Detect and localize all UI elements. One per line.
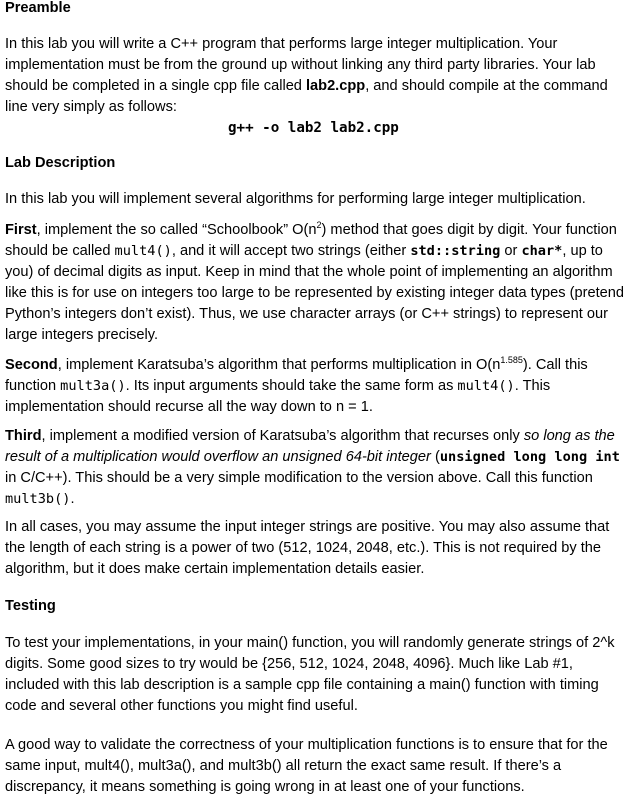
second-text-2: ). Call this function — [5, 357, 588, 394]
third-text-2: ( — [430, 449, 440, 465]
lab-description-intro: In this lab you will implement several algorithms for performing large integer multiplication. — [5, 191, 586, 207]
third-lead: Third — [5, 428, 42, 444]
second-text-4: . This implementation should recurse all the way down to n = 1. — [5, 378, 551, 415]
second-text-1: , implement Karatsuba’s algorithm that performs multiplication in O(n — [57, 357, 501, 373]
filename: lab2.cpp — [305, 78, 366, 94]
mult4-code-ref: mult4() — [457, 378, 515, 394]
testing-heading: Testing — [5, 598, 56, 614]
first-text-2: ) method that goes digit by digit. Your function should be called — [5, 222, 617, 259]
testing-paragraph-2: A good way to validate the correctness of your multiplication functions is to ensure that for the same input, mult4(), mult3a(), and mult3b() all return the exact same result. If there’s a discrepancy, it means something is going wrong in at least one of your functions. — [5, 737, 608, 795]
third-italic: so long as the result of a multiplication would overflow an unsigned 64-bit integer — [5, 428, 615, 465]
third-text-3: in C/C++). This should be a very simple modification to the version above. Call this function — [5, 470, 593, 486]
second-paragraph — [5, 355, 629, 418]
compile-command: g++ -o lab2 lab2.cpp — [228, 120, 399, 136]
preamble-heading: Preamble — [5, 0, 71, 16]
mult4-code: mult4() — [114, 243, 172, 259]
second-exponent: 1.585 — [500, 355, 523, 366]
second-text-3: . Its input arguments should take the same form as — [125, 378, 458, 394]
preamble-text-1: In this lab you will write a C++ program that performs large integer multiplication. Your implementation must be from the ground up without linking any third party libraries. Your lab should be completed in a single cpp file called — [5, 36, 596, 94]
third-text-4: . — [70, 491, 75, 507]
first-text-5: , up to you) of decimal digits as input. Keep in mind that the whole point of implementing an algorithm like this is for use on integers too large to be represented by existing integer data types (pretend Python’s integers don’t exist). Thus, we use character arrays (or C++ strings) to represent our large integers precisely. — [5, 243, 624, 343]
first-text-3: , and it will accept two strings (either — [171, 243, 411, 259]
preamble-text-2: , and should compile at the command line very simply as follows: — [5, 78, 608, 115]
lab-description-heading: Lab Description — [5, 155, 116, 171]
first-text-4: or — [500, 243, 522, 259]
all-cases-paragraph: In all cases, you may assume the input integer strings are positive. You may also assume that the length of each string is a power of two (512, 1024, 2048, etc.). This is not required by the algorithm, but it does make certain implementation details easier. — [5, 519, 610, 577]
first-text-1: , implement the so called “Schoolbook” O(n — [36, 222, 317, 238]
first-lead: First — [5, 222, 37, 238]
char-pointer-code: char* — [521, 243, 563, 259]
mult3b-code: mult3b() — [5, 491, 71, 507]
ull-int-code: unsigned long long int — [439, 449, 620, 465]
std-string-code: std::string — [410, 243, 501, 259]
testing-paragraph-1: To test your implementations, in your main() function, you will randomly generate strings of 2^k digits. Some good sizes to try would be {256, 512, 1024, 2048, 4096}. Much like Lab #1, included with this lab description is a sample cpp file containing a main() function with timing code and several other functions you might find useful. — [5, 635, 615, 714]
first-paragraph — [5, 220, 629, 346]
mult3a-code: mult3a() — [60, 378, 126, 394]
second-lead: Second — [5, 357, 58, 373]
third-paragraph — [5, 426, 629, 510]
preamble-paragraph — [5, 34, 629, 118]
first-exponent: 2 — [316, 220, 322, 231]
third-text-1: , implement a modified version of Karatsuba’s algorithm that recurses only — [41, 428, 524, 444]
